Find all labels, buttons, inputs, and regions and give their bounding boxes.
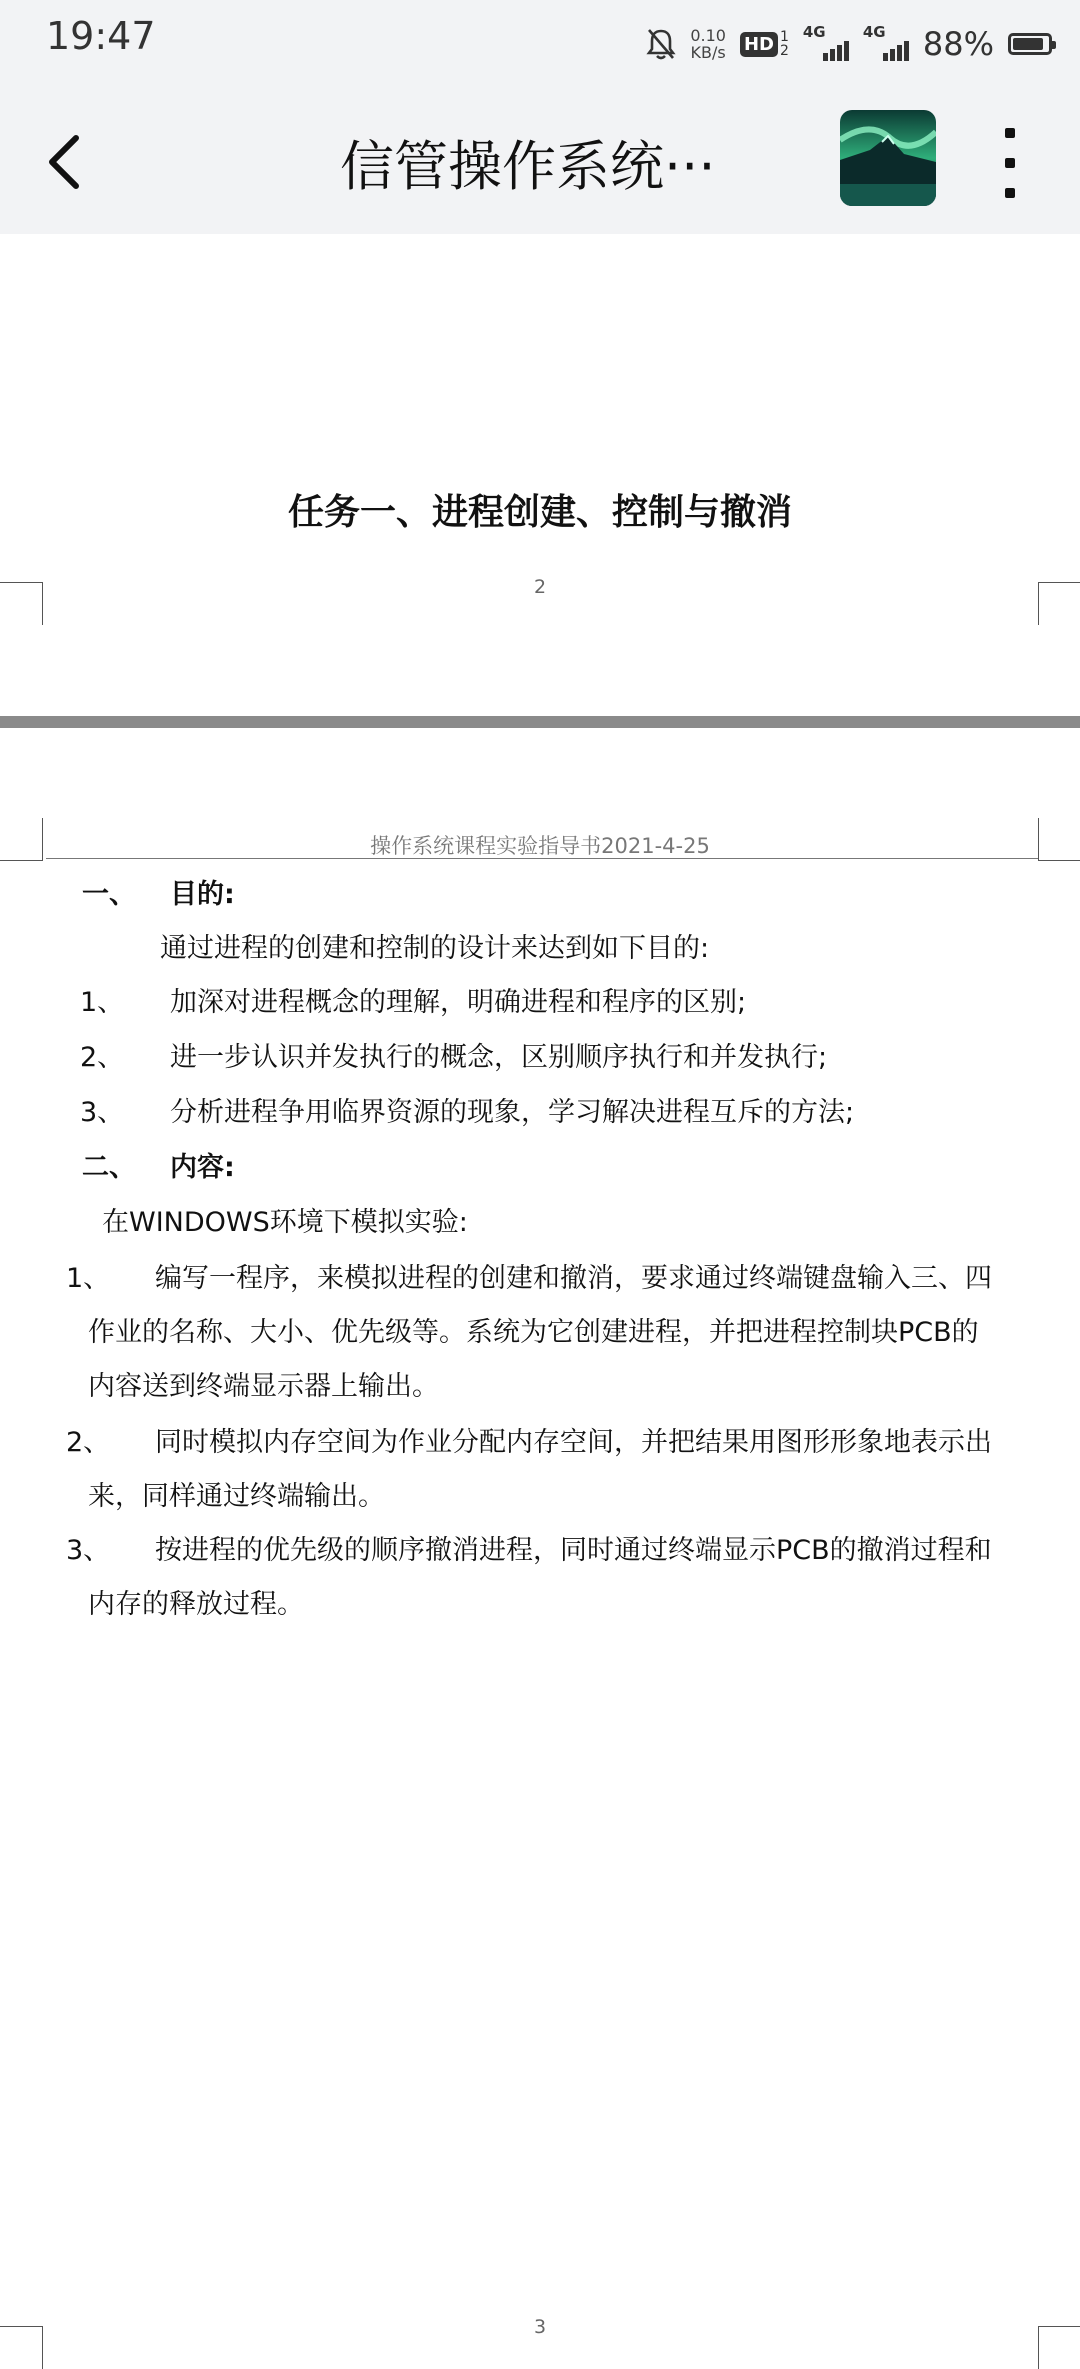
signal-icon-sim1: 4G: [803, 27, 849, 61]
list-item: 编写一程序，来模拟进程的创建和撤消，要求通过终端键盘输入三、四: [155, 1263, 992, 1294]
intro-text: 通过进程的创建和控制的设计来达到如下目的:: [160, 933, 710, 964]
list-item: 来，同样通过终端输出。: [88, 1481, 385, 1512]
section-number: 一、: [82, 879, 136, 910]
more-dot-icon: [1005, 158, 1015, 168]
battery-icon: [1008, 33, 1052, 55]
more-dot-icon: [1005, 128, 1015, 138]
bell-off-icon: [646, 27, 676, 61]
more-options-button[interactable]: [990, 128, 1030, 198]
avatar[interactable]: [840, 110, 936, 206]
aurora-thumbnail-icon: [840, 110, 936, 206]
list-item: 同时模拟内存空间为作业分配内存空间，并把结果用图形形象地表示出: [155, 1427, 992, 1458]
page-number: 3: [533, 2316, 547, 2338]
list-item: 按进程的优先级的顺序撤消进程，同时通过终端显示PCB的撤消过程和: [155, 1535, 992, 1566]
status-icons: [646, 18, 1052, 70]
crop-mark: [0, 2326, 43, 2369]
status-time: 19:47: [46, 14, 156, 58]
hd-voice-icon: HD 1 2: [740, 30, 789, 58]
list-item-number: 1、: [80, 987, 125, 1018]
env-text: 在WINDOWS环境下模拟实验:: [102, 1207, 468, 1238]
chevron-left-icon: [40, 124, 100, 200]
status-bar: [0, 0, 1080, 84]
page-number: 2: [533, 576, 547, 598]
list-item: 分析进程争用临界资源的现象，学习解决进程互斥的方法;: [170, 1097, 855, 1128]
crop-mark: [0, 582, 43, 625]
more-dot-icon: [1005, 188, 1015, 198]
list-item-number: 1、: [66, 1263, 111, 1294]
net-speed: 0.10 KB/s: [690, 26, 726, 62]
list-item-number: 3、: [80, 1097, 125, 1128]
list-item-number: 3、: [66, 1535, 111, 1566]
signal-icon-sim2: 4G: [863, 27, 909, 61]
page1-title: 任务一、进程创建、控制与撤消: [287, 492, 792, 533]
crop-mark: [1038, 2326, 1080, 2369]
list-item: 内存的释放过程。: [88, 1589, 304, 1620]
section-number: 二、: [82, 1152, 136, 1183]
page-separator: [0, 716, 1080, 728]
app-bar: [0, 84, 1080, 234]
list-item: 加深对进程概念的理解，明确进程和程序的区别;: [170, 987, 747, 1018]
back-button[interactable]: [40, 124, 100, 200]
list-item-number: 2、: [80, 1042, 125, 1073]
section-heading: 目的:: [170, 879, 235, 910]
section-heading: 内容:: [170, 1152, 235, 1183]
battery-percent: 88%: [922, 25, 994, 63]
list-item: 进一步认识并发执行的概念，区别顺序执行和并发执行;: [170, 1042, 828, 1073]
list-item-number: 2、: [66, 1427, 111, 1458]
list-item: 内容送到终端显示器上输出。: [88, 1371, 439, 1402]
document-title: 信管操作系统···: [340, 135, 716, 198]
header-divider: [46, 858, 1038, 859]
page-header: 操作系统课程实验指导书2021-4-25: [370, 834, 710, 858]
crop-mark: [1038, 582, 1080, 625]
list-item: 作业的名称、大小、优先级等。系统为它创建进程，并把进程控制块PCB的: [88, 1317, 979, 1348]
